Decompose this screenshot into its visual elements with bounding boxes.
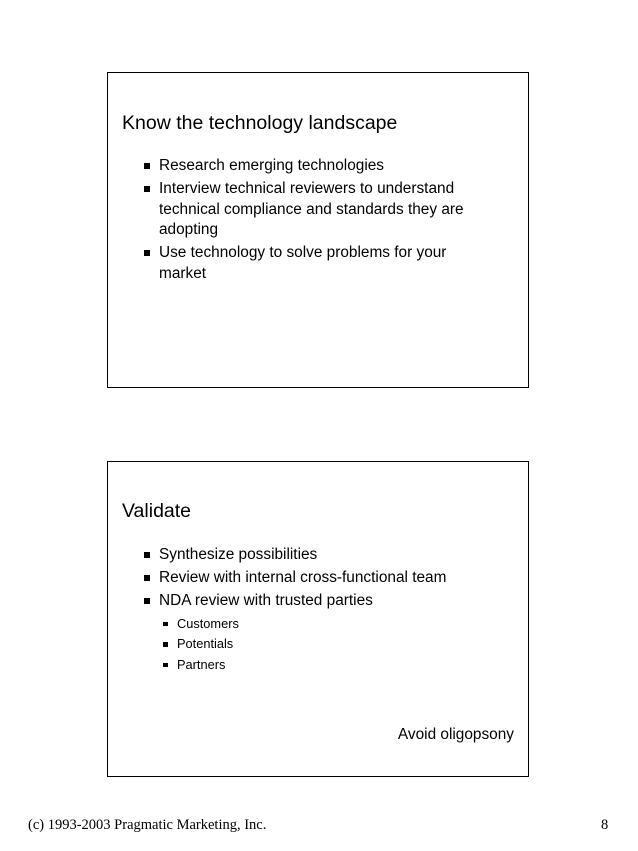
- square-bullet-icon: [163, 663, 168, 668]
- bullet-text: Review with internal cross-functional team: [159, 569, 447, 586]
- bullet-list: [108, 156, 475, 287]
- bullet-text: Synthesize possibilities: [159, 546, 318, 563]
- sub-bullet-text: Potentials: [177, 636, 234, 651]
- square-bullet-icon: [163, 622, 168, 627]
- slide-note: Avoid oligopsony: [397, 726, 514, 743]
- square-bullet-icon: [144, 250, 150, 256]
- sub-bullet-text: Partners: [177, 656, 226, 672]
- bullet-text: Use technology to solve problems for your market: [159, 244, 447, 282]
- bullet-item: [108, 156, 475, 177]
- bullet-item: [108, 545, 475, 566]
- sub-bullet-item: [159, 614, 475, 635]
- sub-bullet-item: [159, 634, 475, 655]
- square-bullet-icon: [144, 552, 150, 558]
- slide-know-technology: [107, 72, 529, 388]
- bullet-text: NDA review with trusted parties: [159, 592, 373, 609]
- bullet-text: Research emerging technologies: [159, 157, 385, 174]
- page-number: 8: [601, 817, 609, 833]
- bullet-item: [108, 179, 475, 241]
- square-bullet-icon: [144, 575, 150, 581]
- bullet-list: [108, 545, 475, 678]
- slide-validate: [107, 461, 529, 777]
- footer-copyright: (c) 1993-2003 Pragmatic Marketing, Inc.: [28, 817, 267, 833]
- sub-bullet-list: [159, 614, 475, 676]
- square-bullet-icon: [144, 186, 150, 192]
- sub-bullet-text: Customers: [177, 615, 239, 631]
- slide-title: Validate: [122, 500, 192, 522]
- bullet-item: [108, 243, 475, 284]
- square-bullet-icon: [144, 598, 150, 604]
- slide-title: Know the technology landscape: [122, 112, 398, 134]
- bullet-text: Interview technical reviewers to understand technical compliance and standards they are adopting: [159, 180, 464, 238]
- square-bullet-icon: [144, 163, 150, 169]
- sub-bullet-item: [159, 655, 475, 676]
- square-bullet-icon: [163, 642, 168, 647]
- bullet-item: [108, 591, 475, 675]
- bullet-item: [108, 568, 475, 589]
